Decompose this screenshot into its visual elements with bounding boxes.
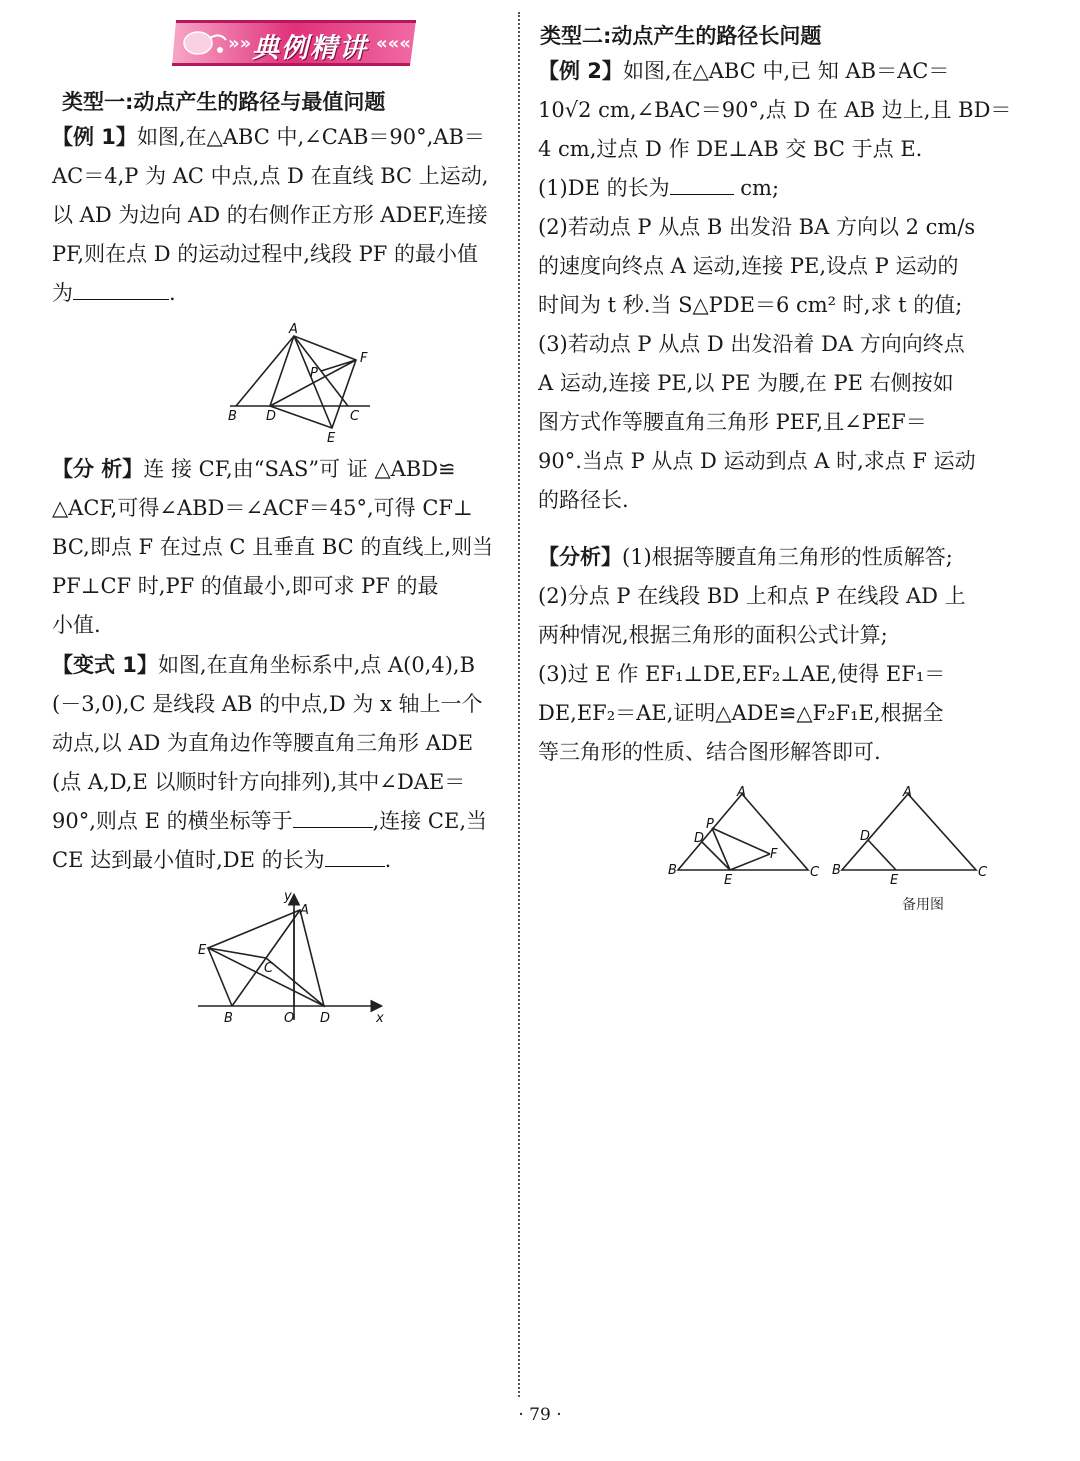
figure-4-backup (830, 782, 992, 888)
question2-line: 时间为 t 秒.当 S△PDE＝6 cm² 时,求 t 的值; (538, 293, 963, 317)
analysis1-line: PF⊥CF 时,PF 的值最小,即可求 PF 的最 (52, 574, 439, 598)
variant1 (52, 646, 512, 880)
analysis2-line: (1)根据等腰直角三角形的性质解答; (622, 545, 953, 569)
analysis2-line: (2)分点 P 在线段 BD 上和点 P 在线段 AD 上 (538, 584, 966, 608)
example1-tag: 【例 1】 (52, 125, 137, 149)
label-b: B (832, 863, 841, 878)
type2-heading: 类型二:动点产生的路径长问题 (540, 24, 822, 48)
label-o: O (284, 1011, 295, 1026)
analysis1-line: 小值. (52, 613, 101, 637)
analysis1-line: △ACF,可得∠ABD＝∠ACF＝45°,可得 CF⊥ (52, 496, 473, 520)
label-b: B (668, 863, 677, 878)
example1-line: AC＝4,P 为 AC 中点,点 D 在直线 BC 上运动, (52, 164, 489, 188)
segment-de (702, 842, 730, 870)
question2-line: 的速度向终点 A 运动,连接 PE,设点 P 运动的 (538, 254, 959, 278)
segment-eb (208, 948, 232, 1006)
label-e: E (724, 873, 733, 888)
answer-blank[interactable] (325, 846, 385, 867)
variant1-line: 90°,则点 E 的横坐标等于 (52, 809, 293, 833)
segment-de (868, 840, 896, 870)
page-number: · 79 · (518, 1405, 562, 1425)
analysis1 (52, 450, 512, 645)
segment-ab (236, 336, 294, 406)
label-d: D (694, 831, 705, 846)
variant1-line: . (384, 848, 392, 872)
figure-2-coordinate (192, 886, 392, 1028)
label-f: F (360, 351, 368, 366)
question3-line: 图方式作等腰直角三角形 PEF,且∠PEF＝ (538, 410, 927, 434)
label-c: C (264, 961, 274, 976)
label-c: C (978, 865, 988, 880)
label-a: A (300, 903, 309, 918)
example1 (52, 118, 512, 313)
analysis2-line: 等三角形的性质、结合图形解答即可. (538, 740, 881, 764)
analysis2-line: 两种情况,根据三角形的面积公式计算; (538, 623, 888, 647)
question1: (1)DE 的长为 (538, 176, 670, 200)
column-divider (518, 12, 520, 1397)
example2 (538, 52, 1012, 520)
variant1-line: 动点,以 AD 为直角边作等腰直角三角形 ADE (52, 731, 474, 755)
label-e: E (327, 431, 336, 446)
label-y: y (284, 889, 292, 904)
variant1-tag: 【变式 1】 (52, 653, 158, 677)
label-d: D (860, 829, 871, 844)
label-p: P (706, 817, 714, 832)
figure-1-square-adef (222, 322, 382, 446)
section-banner (172, 14, 416, 70)
example2-line: 10√2 cm,∠BAC＝90°,点 D 在 AB 边上,且 BD＝ (538, 98, 1012, 122)
figure-4-caption: 备用图 (902, 897, 944, 913)
analysis1-line: 连 接 CF,由“SAS”可 证 △ABD≌ (143, 457, 456, 481)
question3-line: 90°.当点 P 从点 D 运动到点 A 时,求点 F 运动 (538, 449, 976, 473)
question1-unit: cm; (733, 176, 780, 200)
analysis1-line: BC,即点 F 在过点 C 且垂直 BC 的直线上,则当 (52, 535, 494, 559)
answer-blank[interactable] (293, 807, 373, 828)
label-b: B (228, 409, 237, 424)
question2-line: (2)若动点 P 从点 B 出发沿 BA 方向以 2 cm/s (538, 215, 976, 239)
question3-line: A 运动,连接 PE,以 PE 为腰,在 PE 右侧按如 (538, 371, 954, 395)
label-x: x (376, 1011, 384, 1026)
variant1-line: CE 达到最小值时,DE 的长为 (52, 848, 325, 872)
label-a: A (289, 322, 298, 337)
label-d: D (320, 1011, 331, 1026)
segment-ae (294, 336, 332, 428)
answer-blank[interactable] (73, 279, 169, 300)
answer-blank[interactable] (670, 174, 734, 195)
label-a: A (737, 785, 746, 800)
label-c: C (350, 409, 360, 424)
question3-line: (3)若动点 P 从点 D 出发沿着 DA 方向向终点 (538, 332, 965, 356)
question3-line: 的路径长. (538, 488, 629, 512)
figure-3-triangle-pef (664, 782, 824, 888)
analysis2-tag: 【分析】 (538, 545, 622, 569)
label-d: D (266, 409, 277, 424)
label-p: P (310, 366, 318, 381)
banner-title: 典例精讲 (252, 33, 368, 64)
example2-tag: 【例 2】 (538, 59, 623, 83)
analysis2-line: DE,EF₂＝AE,证明△ADE≌△F₂F₁E,根据全 (538, 701, 944, 725)
analysis1-tag: 【分 析】 (52, 457, 144, 481)
example1-period: . (169, 281, 176, 305)
variant1-line: (点 A,D,E 以顺时针方向排列),其中∠DAE＝ (52, 770, 466, 794)
analysis2-line: (3)过 E 作 EF₁⊥DE,EF₂⊥AE,使得 EF₁＝ (538, 662, 946, 686)
example2-line: 4 cm,过点 D 作 DE⊥AB 交 BC 于点 E. (538, 137, 923, 161)
variant1-line: ,连接 CE,当 (372, 809, 488, 833)
banner-chevrons-right: ««« (376, 33, 411, 54)
example2-line: 如图,在△ABC 中,已 知 AB＝AC＝ (622, 59, 950, 83)
example1-line: PF,则在点 D 的运动过程中,线段 PF 的最小值 (52, 242, 479, 266)
variant1-line: 如图,在直角坐标系中,点 A(0,4),B (157, 653, 476, 677)
segment-ef (730, 854, 770, 870)
label-a: A (903, 785, 912, 800)
example1-line: 为 (52, 281, 73, 305)
analysis2 (538, 538, 990, 772)
label-f: F (770, 847, 778, 862)
variant1-line: (－3,0),C 是线段 AB 的中点,D 为 x 轴上一个 (52, 692, 483, 716)
label-c: C (810, 865, 820, 880)
label-e: E (890, 873, 899, 888)
label-b: B (224, 1011, 233, 1026)
banner-chevrons-left: »» (228, 33, 252, 54)
example1-line: 以 AD 为边向 AD 的右侧作正方形 ADEF,连接 (52, 203, 488, 227)
type1-heading: 类型一:动点产生的路径与最值问题 (62, 90, 386, 114)
example1-line: 如图,在△ABC 中,∠CAB＝90°,AB＝ (136, 125, 485, 149)
label-e: E (198, 943, 207, 958)
